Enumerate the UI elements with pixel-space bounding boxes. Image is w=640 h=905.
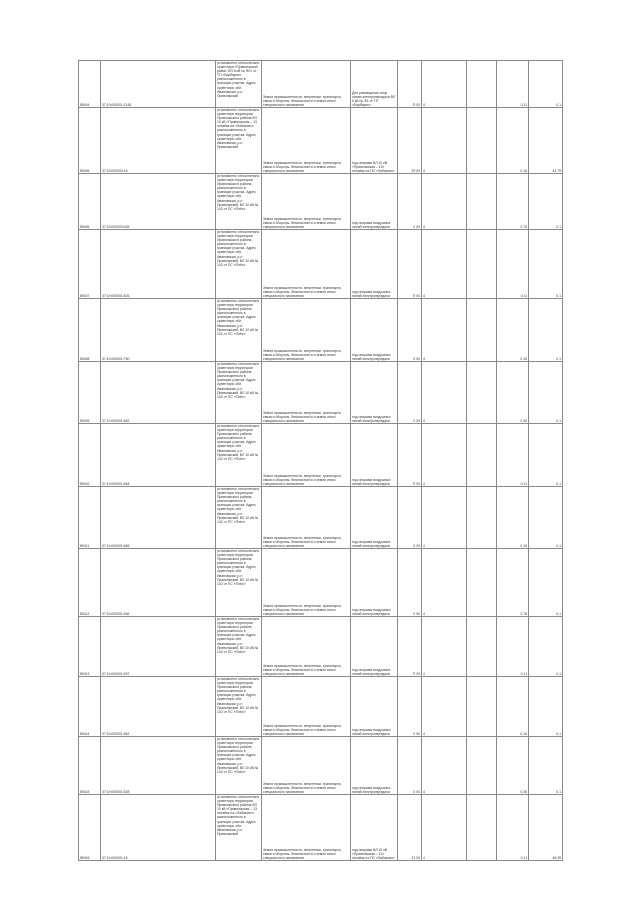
- cell-c6: 0 00: [398, 677, 422, 737]
- cell-use: под опорами воздушных линий электропередачи: [351, 424, 398, 487]
- cell-c7: 4: [422, 487, 467, 549]
- cell-addr: установлено относительно ориентира территории Приволжского района, расположенного в границах участка. Адрес ориентира: обл. Ивановская, р-н Приволжский, ВЛ 10 кВ № 142 от ПС «Плёс»: [216, 549, 262, 617]
- cell-c6: 0 00: [398, 299, 422, 362]
- cell-use: под опорами ВЛ 10 кВ «Приволжская – 13» отпайка на ПС «Лабазово»: [351, 108, 398, 174]
- cell-cad: 37:10:000001:662: [101, 677, 216, 737]
- cell-c9: 2,76: [497, 549, 529, 617]
- cell-c10: 0,1: [529, 362, 563, 424]
- cell-id: 89409: [79, 362, 101, 424]
- cell-cat: Земли промышленности, энергетики, транспорта, связи и обороны, безопасности и земли иного специального назначения: [262, 487, 351, 549]
- cell-use: под опорами воздушных линий электропередачи: [351, 737, 398, 795]
- cell-cat: Земли промышленности, энергетики, транспорта, связи и обороны, безопасности и земли иного специального назначения: [262, 424, 351, 487]
- cell-cat: Земли промышленности, энергетики, транспорта, связи и обороны, безопасности и земли иного специального назначения: [262, 174, 351, 230]
- cell-c9: 0,11: [497, 424, 529, 487]
- table-body: [79, 61, 563, 861]
- table-row: [79, 424, 563, 487]
- cell-c9: 0,11: [497, 617, 529, 677]
- cell-c8: [467, 61, 497, 108]
- cell-c6: П 00: [398, 617, 422, 677]
- cell-c9: 0,16: [497, 487, 529, 549]
- cell-cad: 37:10:000001:16: [101, 795, 216, 861]
- cell-id: 89406: [79, 174, 101, 230]
- cell-c7: 4: [422, 108, 467, 174]
- cell-cad: 37:10:000000:528: [101, 174, 216, 230]
- table-row: [79, 174, 563, 230]
- cell-id: 89414: [79, 677, 101, 737]
- cell-c9: 0,16: [497, 299, 529, 362]
- cell-c6: П 00: [398, 230, 422, 299]
- cell-addr: установлено относительно ориентира территории Приволжского района ВЛ 10 кВ «Приволжская – 13 отпайка на «Лабазово», расположенного в границах участка. Адрес ориентира: обл. Ивановская, р-н Приволжский: [216, 795, 262, 861]
- cell-use: под опорами воздушных линий электропередачи: [351, 617, 398, 677]
- cell-addr: установлено относительно ориентира территории Приволжского района, расположенного в границах участка. Адрес ориентира: обл. Ивановская, р-н Приволжский, ВЛ 10 кВ № 142 от ПС «Плёс»: [216, 617, 262, 677]
- cell-cat: Земли промышленности, энергетики, транспорта, связи и обороны, безопасности и земли иного специального назначения: [262, 362, 351, 424]
- cell-c8: [467, 108, 497, 174]
- cell-cat: Земли промышленности, энергетики, транспорта, связи и обороны, безопасности и земли иного специального назначения: [262, 108, 351, 174]
- cell-id: 89404: [79, 61, 101, 108]
- cell-c9: 0,11: [497, 795, 529, 861]
- cell-use: под опорами воздушных линий электропередачи: [351, 677, 398, 737]
- cell-c10: 46,39: [529, 795, 563, 861]
- cell-c6: 29 00: [398, 108, 422, 174]
- cell-c7: 4: [422, 61, 467, 108]
- cell-cad: 37:10:000001:1148: [101, 61, 216, 108]
- cell-c7: 4: [422, 617, 467, 677]
- cell-id: 89407: [79, 230, 101, 299]
- table-row: [79, 617, 563, 677]
- cell-c7: 4: [422, 677, 467, 737]
- cell-c7: 4: [422, 299, 467, 362]
- cell-c10: 43,79: [529, 108, 563, 174]
- cell-addr: установлено относительно ориентира территории Приволжского района, расположенного в границах участка. Адрес ориентира: обл. Ивановская, р-н Приволжский, ВЛ 10 кВ № 142 от ПС «Плёс»: [216, 174, 262, 230]
- table-row: [79, 795, 563, 861]
- cell-c8: [467, 677, 497, 737]
- cell-c9: 0,16: [497, 108, 529, 174]
- cell-c8: [467, 737, 497, 795]
- table-row: [79, 487, 563, 549]
- cell-c6: П 00: [398, 424, 422, 487]
- cell-id: 89412: [79, 549, 101, 617]
- cell-cat: Земли промышленности, энергетики, транспорта, связи и обороны, безопасности и земли иного специального назначения: [262, 795, 351, 861]
- cell-c8: [467, 174, 497, 230]
- cell-cat: Земли промышленности, энергетики, транспорта, связи и обороны, безопасности и земли иного специального назначения: [262, 299, 351, 362]
- cell-addr: установлено относительно ориентира территории Приволжского района, расположенного в границах участка. Адрес ориентира: обл. Ивановская, р-н Приволжский, ВЛ 10 кВ № 142 от ПС «Плёс»: [216, 737, 262, 795]
- cell-c7: 4: [422, 549, 467, 617]
- cell-cat: Земли промышленности, энергетики, транспорта, связи и обороны, безопасности и земли иного специального назначения: [262, 61, 351, 108]
- cell-c9: 0,35: [497, 362, 529, 424]
- cell-c9: 0,11: [497, 61, 529, 108]
- cell-c10: 0,1: [529, 549, 563, 617]
- cell-c9: 2,76: [497, 174, 529, 230]
- cell-addr: установлено относительно ориентира «Приволжский район, ВЛ 6 кВ № Ф01 от ТП «Барбарис», расположенного в границах участка. Адрес ориентира: обл. Ивановская, р-н Приволжский: [216, 61, 262, 108]
- cell-c8: [467, 299, 497, 362]
- cell-c8: [467, 795, 497, 861]
- cell-cad: 37:10:000001:662: [101, 362, 216, 424]
- cell-c7: 4: [422, 737, 467, 795]
- table-row: [79, 61, 563, 108]
- cell-c8: [467, 487, 497, 549]
- cell-use: под опорами воздушных линий электропередачи: [351, 230, 398, 299]
- cell-c8: [467, 617, 497, 677]
- cell-addr: установлено относительно ориентира территории Приволжского района, расположенного в границах участка. Адрес ориентира: обл. Ивановская, р-н Приволжский, ВЛ 10 кВ № 142 от ПС «Плёс»: [216, 230, 262, 299]
- cell-c8: [467, 424, 497, 487]
- cell-cad: 37:10:000001:664: [101, 424, 216, 487]
- cell-c6: 0 00: [398, 174, 422, 230]
- cell-use: под опорами ВЛ 10 кВ «Приволжская – 13» отпайка на ПС «Лабазово»: [351, 795, 398, 861]
- cell-c8: [467, 230, 497, 299]
- cell-c7: 4: [422, 174, 467, 230]
- cell-c8: [467, 549, 497, 617]
- cell-c10: 0,1: [529, 487, 563, 549]
- cell-cad: 37:10:000001:750: [101, 299, 216, 362]
- cell-c6: 0 00: [398, 362, 422, 424]
- cell-use: под опорами воздушных линий электропередачи: [351, 362, 398, 424]
- cell-cat: Земли промышленности, энергетики, транспорта, связи и обороны, безопасности и земли иного специального назначения: [262, 549, 351, 617]
- cell-addr: установлено относительно ориентира территории Приволжского района, расположенного в границах участка. Адрес ориентира: обл. Ивановская, р-н Приволжский, ВЛ 10 кВ № 142 от ПС «Плёс»: [216, 362, 262, 424]
- cell-c7: 4: [422, 230, 467, 299]
- cell-use: под опорами воздушных линий электропередачи: [351, 299, 398, 362]
- cell-cat: Земли промышленности, энергетики, транспорта, связи и обороны, безопасности и земли иного специального назначения: [262, 677, 351, 737]
- land-register-table: [78, 60, 563, 861]
- cell-c10: 0,1: [529, 299, 563, 362]
- cell-c6: 21 00: [398, 795, 422, 861]
- table-row: [79, 230, 563, 299]
- cell-cad: 37:10:000001:537: [101, 617, 216, 677]
- cell-cad: 37:10:000000:16: [101, 108, 216, 174]
- table-row: [79, 737, 563, 795]
- cell-use: под опорами воздушных линий электропередачи: [351, 174, 398, 230]
- cell-addr: установлено относительно ориентира территории Приволжского района ВЛ 10 кВ «Приволжская – 13 отпайка на «Лабазово», расположенного в границах участка. Адрес ориентира: обл. Ивановская, р-н Приволжский: [216, 108, 262, 174]
- cell-c8: [467, 362, 497, 424]
- table-row: [79, 299, 563, 362]
- cell-c6: 0 00: [398, 737, 422, 795]
- cell-c10: 0,1: [529, 61, 563, 108]
- table-row: [79, 108, 563, 174]
- cell-cad: 37:10:000001:526: [101, 230, 216, 299]
- cell-cat: Земли промышленности, энергетики, транспорта, связи и обороны, безопасности и земли иного специального назначения: [262, 230, 351, 299]
- cell-use: Для размещения опор линии электропередачи ВЛ 6 кВ № Ф1 от ТП «Барбарис»: [351, 61, 398, 108]
- table-row: [79, 677, 563, 737]
- cell-c6: 0 00: [398, 549, 422, 617]
- cell-addr: установлено относительно ориентира территории Приволжского района, расположенного в границах участка. Адрес ориентира: обл. Ивановская, р-н Приволжский, ВЛ 10 кВ № 142 от ПС «Плёс»: [216, 424, 262, 487]
- cell-c9: 0,11: [497, 230, 529, 299]
- cell-cad: 37:10:000001:665: [101, 487, 216, 549]
- cell-id: 89411: [79, 487, 101, 549]
- cell-c10: 0,1: [529, 737, 563, 795]
- cell-c7: 4: [422, 795, 467, 861]
- cell-use: под опорами воздушных линий электропередачи: [351, 487, 398, 549]
- cell-c10: 0,1: [529, 677, 563, 737]
- cell-c9: 0,16: [497, 677, 529, 737]
- cell-id: 89416: [79, 795, 101, 861]
- cell-c7: 4: [422, 424, 467, 487]
- cell-c6: 0 00: [398, 487, 422, 549]
- cell-c10: 0,1: [529, 424, 563, 487]
- cell-addr: установлено относительно ориентира территории Приволжского района, расположенного в границах участка. Адрес ориентира: обл. Ивановская, р-н Приволжский, ВЛ 10 кВ № 142 от ПС «Плёс»: [216, 487, 262, 549]
- cell-use: под опорами воздушных линий электропередачи: [351, 549, 398, 617]
- cell-addr: установлено относительно ориентира территории Приволжского района, расположенного в границах участка. Адрес ориентира: обл. Ивановская, р-н Приволжский, ВЛ 10 кВ № 142 от ПС «Плёс»: [216, 299, 262, 362]
- cell-c10: 0,1: [529, 230, 563, 299]
- cell-c7: 4: [422, 362, 467, 424]
- cell-cad: 37:10:000001:528: [101, 737, 216, 795]
- cell-cat: Земли промышленности, энергетики, транспорта, связи и обороны, безопасности и земли иного специального назначения: [262, 617, 351, 677]
- table-row: [79, 549, 563, 617]
- cell-id: 89413: [79, 617, 101, 677]
- table-row: [79, 362, 563, 424]
- cell-id: 89415: [79, 737, 101, 795]
- cell-id: 89405: [79, 108, 101, 174]
- cell-cad: 37:10:000001:536: [101, 549, 216, 617]
- cell-cat: Земли промышленности, энергетики, транспорта, связи и обороны, безопасности и земли иного специального назначения: [262, 737, 351, 795]
- cell-id: 89408: [79, 299, 101, 362]
- cell-c6: П 00: [398, 61, 422, 108]
- cell-c10: 0,1: [529, 617, 563, 677]
- cell-c10: 0,1: [529, 174, 563, 230]
- cell-c9: 0,35: [497, 737, 529, 795]
- cell-addr: установлено относительно ориентира территории Приволжского района, расположенного в границах участка. Адрес ориентира: обл. Ивановская, р-н Приволжский, ВЛ 10 кВ № 142 от ПС «Плёс»: [216, 677, 262, 737]
- cell-id: 89410: [79, 424, 101, 487]
